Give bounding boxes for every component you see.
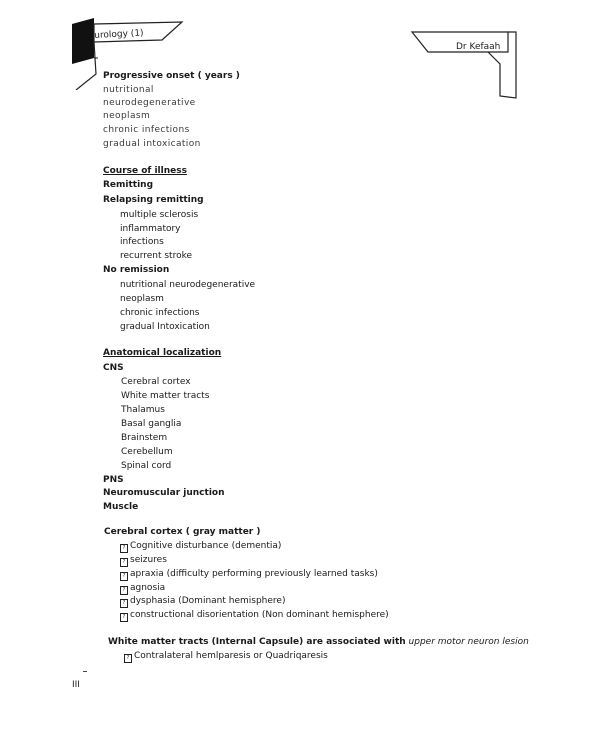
no-remission-item: chronic infections [120,308,200,318]
bullet-box-icon: ? [120,558,128,567]
anatomical-heading: Anatomical localization [103,348,222,358]
cortex-item [120,555,167,567]
cortex-item-text: constructional disorientation (Non dominant hemisphere) [130,610,389,620]
cns-item: Basal ganglia [121,419,182,429]
header-right-tag [410,30,520,100]
bullet-box-icon: ? [120,572,128,581]
anatomical-pns: PNS [103,475,124,485]
cortex-item [120,596,285,608]
relapsing-item: recurrent stroke [120,251,193,261]
relapsing-item: inflammatory [120,224,181,234]
cns-item: Brainstem [121,433,168,443]
cns-item: Spinal cord [121,461,172,471]
page-number: III [72,680,80,690]
no-remission-item: nutritional neurodegenerative [120,280,256,290]
bullet-box-icon: ? [124,654,132,663]
white-matter-heading-italic: upper motor neuron lesion [408,637,529,647]
cortex-item-text: dysphasia (Dominant hemisphere) [130,596,286,606]
cns-item: Thalamus [121,405,165,415]
cortex-item [120,610,389,622]
relapsing-item: multiple sclerosis [120,210,199,220]
margin-mark [83,671,87,672]
cortex-item [120,569,378,581]
white-matter-item-text: Contralateral hemlparesis or Quadriqaresis [134,651,328,661]
anatomical-muscle: Muscle [103,502,139,512]
cortex-item [120,541,281,553]
no-remission-item: gradual Intoxication [120,322,210,332]
onset-item: chronic infections [103,125,190,135]
bullet-box-icon: ? [120,613,128,622]
white-matter-heading [108,637,529,648]
cns-item: Cerebral cortex [121,377,191,387]
bullet-box-icon: ? [120,599,128,608]
header-right-frame-icon [410,30,520,100]
cortex-heading: Cerebral cortex ( gray matter ) [104,527,261,537]
relapsing-item: infections [120,237,164,247]
cortex-item [120,583,165,595]
cortex-item-text: Cognitive disturbance (dementia) [130,541,282,551]
cortex-item-text: apraxia (difficulty performing previously learned tasks) [130,569,378,579]
course-heading: Course of illness [103,166,187,176]
onset-item: nutritional [103,85,154,95]
onset-item: gradual intoxication [103,139,201,149]
no-remission-item: neoplasm [120,294,164,304]
anatomical-cns: CNS [103,363,124,373]
cns-item: Cerebellum [121,447,173,457]
header-left-label: urology (1) [94,28,144,41]
white-matter-heading-text: White matter tracts (Internal Capsule) are associated with [108,637,406,647]
cns-item: White matter tracts [121,391,210,401]
white-matter-item [124,651,328,663]
onset-heading: Progressive onset ( years ) [103,71,240,81]
cortex-item-text: seizures [130,555,167,565]
course-relapsing: Relapsing remitting [103,195,204,205]
onset-item: neurodegenerative [103,98,196,108]
course-remitting: Remitting [103,180,154,190]
cortex-item-text: agnosia [130,583,166,593]
anatomical-nmj: Neuromuscular junction [103,488,225,498]
onset-item: neoplasm [103,111,151,121]
course-no-remission: No remission [103,265,170,275]
bullet-box-icon: ? [120,586,128,595]
bullet-box-icon: ? [120,544,128,553]
header-right-label: Dr Kefaah [456,42,501,52]
